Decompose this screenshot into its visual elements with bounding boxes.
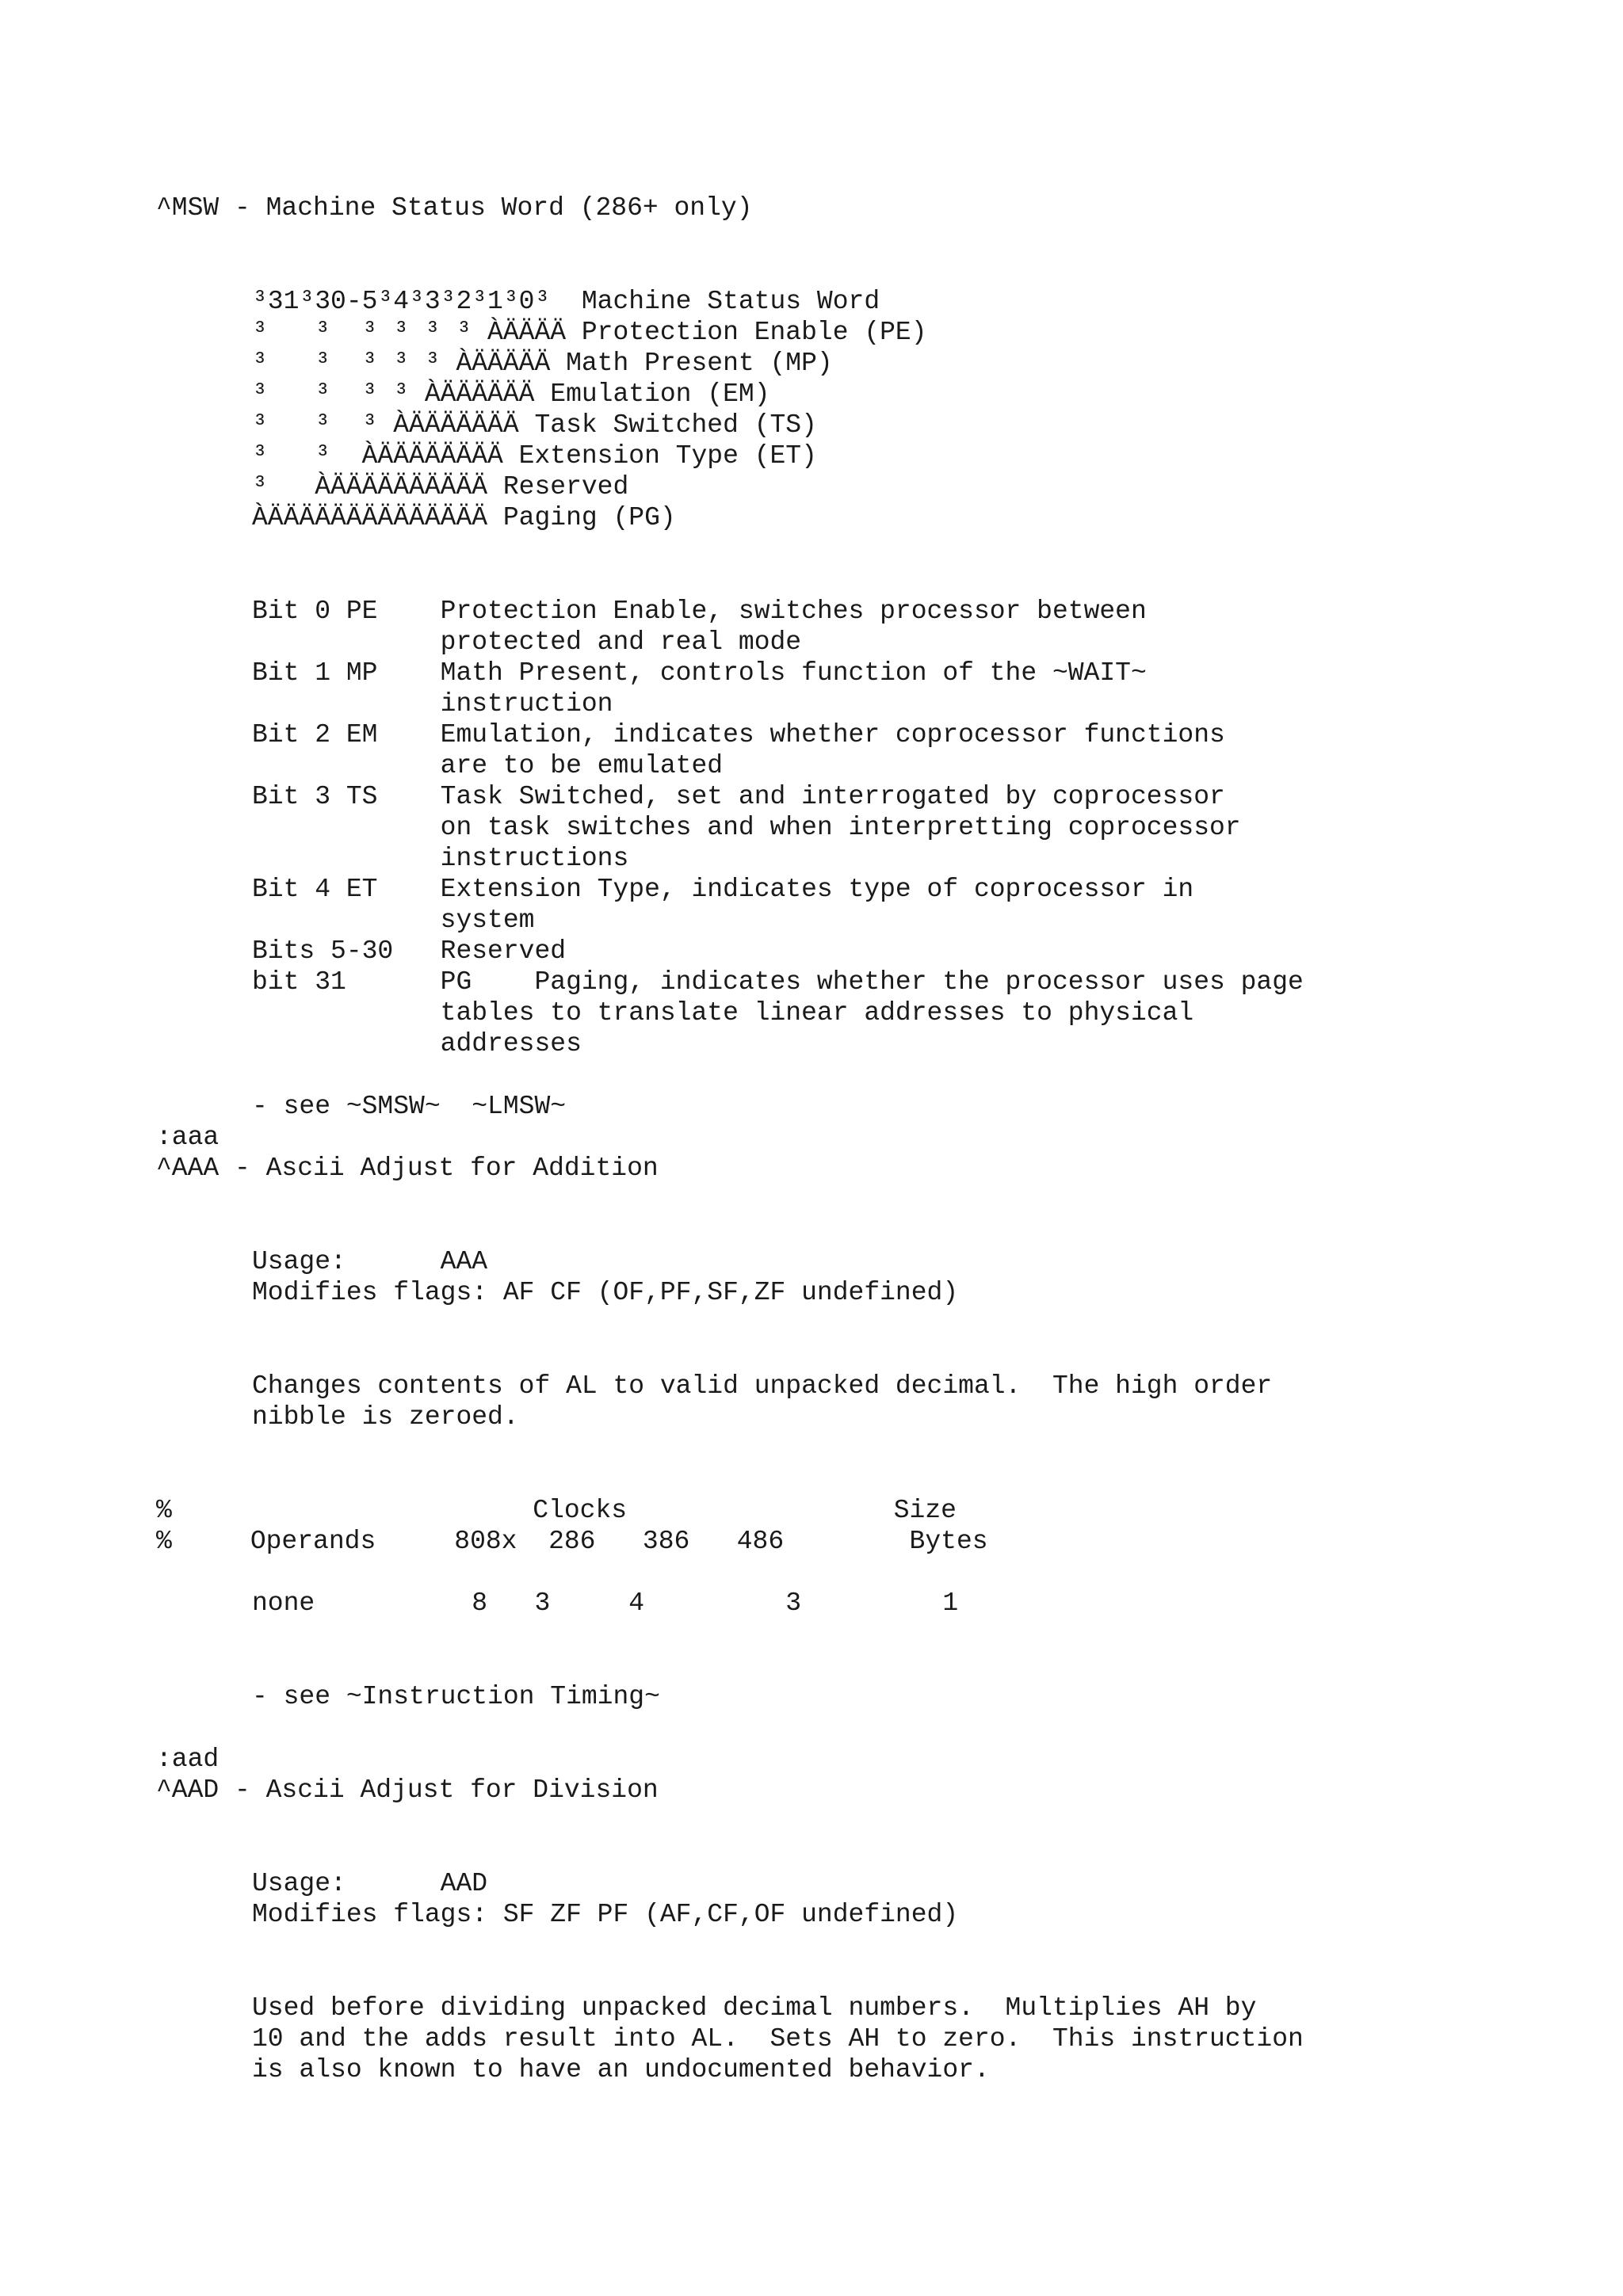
msw-diagram-line: ³ ³ ³ ³ ³ ³ ÀÄÄÄÄ Protection Enable (PE) bbox=[252, 318, 927, 347]
description-aad: is also known to have an undocumented behavior. bbox=[252, 2055, 990, 2084]
bit-description: on task switches and when interpretting coprocessor bbox=[252, 813, 1241, 842]
bit-description: Bit 3 TS Task Switched, set and interrogated by coprocessor bbox=[252, 782, 1225, 811]
timing-header-clocks: % Clocks Size bbox=[156, 1496, 957, 1525]
bit-description: instructions bbox=[252, 844, 629, 873]
flags-aad: Modifies flags: SF ZF PF (AF,CF,OF undefined) bbox=[252, 1900, 959, 1929]
timing-header-columns: % Operands 808x 286 386 486 Bytes bbox=[156, 1527, 988, 1556]
description-aaa: Changes contents of AL to valid unpacked decimal. The high order bbox=[252, 1371, 1273, 1401]
usage-aaa: Usage: AAA bbox=[252, 1247, 488, 1276]
bit-description: bit 31 PG Paging, indicates whether the processor uses page bbox=[252, 967, 1304, 997]
usage-aad: Usage: AAD bbox=[252, 1869, 488, 1898]
heading-aaa: ^AAA - Ascii Adjust for Addition bbox=[156, 1154, 659, 1183]
see-also-timing: - see ~Instruction Timing~ bbox=[252, 1682, 660, 1711]
description-aad: 10 and the adds result into AL. Sets AH to zero. This instruction bbox=[252, 2024, 1304, 2054]
timing-row: none 8 3 4 3 1 bbox=[252, 1589, 959, 1618]
bit-description: Bit 1 MP Math Present, controls function of the ~WAIT~ bbox=[252, 658, 1147, 688]
msw-diagram-line: ³ ÀÄÄÄÄÄÄÄÄÄÄ Reserved bbox=[252, 472, 629, 502]
msw-diagram-line: ³ ³ ³ ³ ÀÄÄÄÄÄÄ Emulation (EM) bbox=[252, 379, 770, 409]
bit-description: system bbox=[252, 906, 535, 935]
flags-aaa: Modifies flags: AF CF (OF,PF,SF,ZF undefined) bbox=[252, 1278, 959, 1307]
see-also-msw: - see ~SMSW~ ~LMSW~ bbox=[252, 1092, 567, 1121]
bit-description: Bit 2 EM Emulation, indicates whether coprocessor functions bbox=[252, 720, 1225, 749]
label-aaa: :aaa bbox=[156, 1123, 220, 1152]
msw-diagram-line: ³ ³ ÀÄÄÄÄÄÄÄÄ Extension Type (ET) bbox=[252, 441, 817, 471]
bit-description: instruction bbox=[252, 689, 613, 719]
msw-diagram-header: ³31³30-5³4³3³2³1³0³ Machine Status Word bbox=[252, 287, 880, 316]
msw-diagram-line: ÀÄÄÄÄÄÄÄÄÄÄÄÄÄÄ Paging (PG) bbox=[252, 503, 676, 532]
bit-description: protected and real mode bbox=[252, 627, 802, 657]
bit-description: addresses bbox=[252, 1029, 582, 1058]
bit-description: Bits 5-30 Reserved bbox=[252, 936, 567, 966]
description-aad: Used before dividing unpacked decimal numbers. Multiplies AH by bbox=[252, 1993, 1257, 2023]
heading-aad: ^AAD - Ascii Adjust for Division bbox=[156, 1775, 659, 1805]
bit-description: are to be emulated bbox=[252, 751, 724, 780]
bit-description: tables to translate linear addresses to physical bbox=[252, 998, 1194, 1028]
description-aaa: nibble is zeroed. bbox=[252, 1402, 519, 1432]
msw-diagram-line: ³ ³ ³ ³ ³ ÀÄÄÄÄÄ Math Present (MP) bbox=[252, 349, 833, 378]
bit-description: Bit 4 ET Extension Type, indicates type of coprocessor in bbox=[252, 875, 1194, 904]
label-aad: :aad bbox=[156, 1745, 220, 1774]
heading-msw: ^MSW - Machine Status Word (286+ only) bbox=[156, 193, 753, 223]
bit-description: Bit 0 PE Protection Enable, switches processor between bbox=[252, 597, 1147, 626]
msw-diagram-line: ³ ³ ³ ÀÄÄÄÄÄÄÄ Task Switched (TS) bbox=[252, 410, 817, 440]
